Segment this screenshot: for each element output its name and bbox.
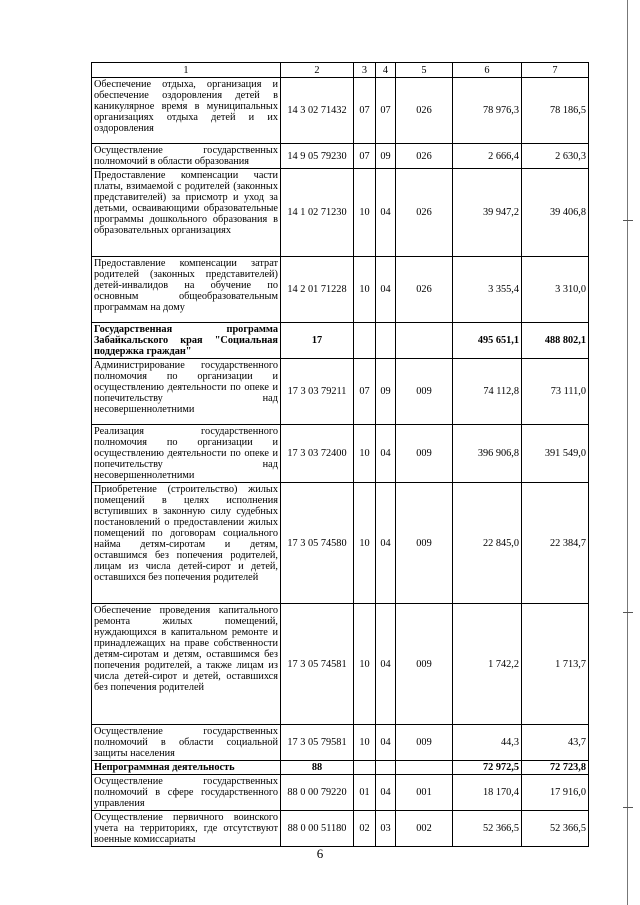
row-section: 10 (354, 483, 376, 604)
row-expense-type: 009 (396, 604, 453, 725)
row-code: 14 3 02 71432 (281, 78, 354, 144)
table-row (92, 323, 589, 359)
row-section: 01 (354, 775, 376, 811)
row-amount-year-1: 495 651,1 (453, 323, 522, 359)
row-expense-type: 026 (396, 169, 453, 257)
row-name: Приобретение (строительство) жилых помещений в целях исполнения вступивших в законную силу судебных постановлений о предоставлении жилых помещений по договорам социального найма детям-сиротам и детям, оставшимся без попечения родителей, лицам из числа детей-сирот и детей, оставшихся без попечения родителей (92, 483, 281, 604)
row-amount-year-2: 3 310,0 (522, 257, 589, 323)
row-subsection: 09 (376, 359, 396, 425)
row-name: Осуществление государственных полномочий в области социальной защиты населения (92, 725, 281, 761)
row-expense-type: 002 (396, 811, 453, 847)
budget-table (91, 62, 589, 847)
row-code: 14 1 02 71230 (281, 169, 354, 257)
row-amount-year-2: 17 916,0 (522, 775, 589, 811)
row-amount-year-2: 73 111,0 (522, 359, 589, 425)
row-amount-year-1: 1 742,2 (453, 604, 522, 725)
row-amount-year-2: 391 549,0 (522, 425, 589, 483)
row-section: 07 (354, 359, 376, 425)
row-amount-year-1: 18 170,4 (453, 775, 522, 811)
row-section: 07 (354, 78, 376, 144)
scan-mark (623, 807, 633, 808)
table-row (92, 811, 589, 847)
table-row (92, 425, 589, 483)
row-expense-type: 001 (396, 775, 453, 811)
scan-mark (623, 220, 633, 221)
row-name: Предоставление компенсации затрат родителей (законных представителей) детей-инвалидов на обучение по основным общеобразовательным программам на дому (92, 257, 281, 323)
row-subsection (376, 323, 396, 359)
row-code: 17 3 05 74580 (281, 483, 354, 604)
row-section (354, 761, 376, 775)
row-name: Реализация государственного полномочия по организации и осуществлению деятельности по опеке и попечительству над несовершеннолетними (92, 425, 281, 483)
table-row (92, 169, 589, 257)
row-name: Государственная программа Забайкальского края "Социальная поддержка граждан" (92, 323, 281, 359)
row-subsection: 04 (376, 775, 396, 811)
row-name: Осуществление государственных полномочий в сфере государственного управления (92, 775, 281, 811)
row-section: 10 (354, 169, 376, 257)
row-section (354, 323, 376, 359)
row-expense-type (396, 323, 453, 359)
row-amount-year-2: 2 630,3 (522, 144, 589, 169)
column-header: 2 (281, 63, 354, 78)
row-subsection: 04 (376, 257, 396, 323)
row-amount-year-2: 72 723,8 (522, 761, 589, 775)
row-amount-year-2: 488 802,1 (522, 323, 589, 359)
row-code: 14 9 05 79230 (281, 144, 354, 169)
row-subsection: 07 (376, 78, 396, 144)
row-code: 14 2 01 71228 (281, 257, 354, 323)
row-amount-year-1: 396 906,8 (453, 425, 522, 483)
column-header: 7 (522, 63, 589, 78)
row-expense-type (396, 761, 453, 775)
row-subsection (376, 761, 396, 775)
row-amount-year-1: 22 845,0 (453, 483, 522, 604)
table-row (92, 604, 589, 725)
table-row (92, 78, 589, 144)
row-amount-year-1: 3 355,4 (453, 257, 522, 323)
row-amount-year-1: 72 972,5 (453, 761, 522, 775)
row-amount-year-1: 2 666,4 (453, 144, 522, 169)
table-row (92, 483, 589, 604)
table-header-row (92, 63, 589, 78)
row-amount-year-2: 52 366,5 (522, 811, 589, 847)
row-section: 10 (354, 604, 376, 725)
row-section: 10 (354, 425, 376, 483)
row-subsection: 04 (376, 483, 396, 604)
table-row (92, 144, 589, 169)
row-subsection: 04 (376, 725, 396, 761)
row-expense-type: 009 (396, 483, 453, 604)
row-expense-type: 009 (396, 359, 453, 425)
row-code: 17 3 03 72400 (281, 425, 354, 483)
row-subsection: 09 (376, 144, 396, 169)
row-expense-type: 026 (396, 144, 453, 169)
column-header: 4 (376, 63, 396, 78)
row-section: 07 (354, 144, 376, 169)
column-header: 6 (453, 63, 522, 78)
row-section: 10 (354, 257, 376, 323)
row-amount-year-2: 78 186,5 (522, 78, 589, 144)
row-expense-type: 009 (396, 425, 453, 483)
row-amount-year-1: 44,3 (453, 725, 522, 761)
row-name: Обеспечение проведения капитального ремонта жилых помещений, нуждающихся в капитальном ремонте и принадлежащих на праве собственности детям-сиротам и детям, оставшимся без попечения родителей, а также лицам из числа детей-сирот и детей, оставшихся без попечения родителей (92, 604, 281, 725)
row-subsection: 04 (376, 604, 396, 725)
table-row (92, 257, 589, 323)
scan-edge-line (627, 0, 628, 905)
row-subsection: 04 (376, 425, 396, 483)
table-row (92, 761, 589, 775)
scan-mark (623, 612, 633, 613)
row-expense-type: 026 (396, 78, 453, 144)
table-row (92, 359, 589, 425)
row-code: 17 3 05 79581 (281, 725, 354, 761)
row-amount-year-2: 1 713,7 (522, 604, 589, 725)
row-name: Обеспечение отдыха, организация и обеспечение оздоровления детей в каникулярное время в муниципальных организациях отдыха детей и их оздоровления (92, 78, 281, 144)
page-number: 6 (316, 846, 324, 861)
row-code: 88 0 00 79220 (281, 775, 354, 811)
row-code: 88 (281, 761, 354, 775)
column-header: 5 (396, 63, 453, 78)
row-expense-type: 026 (396, 257, 453, 323)
row-subsection: 03 (376, 811, 396, 847)
row-amount-year-1: 52 366,5 (453, 811, 522, 847)
column-header: 3 (354, 63, 376, 78)
row-name: Предоставление компенсации части платы, взимаемой с родителей (законных представителей) за присмотр и уход за детьми, осваивающими образовательные программы дошкольного образования в образовательных организациях (92, 169, 281, 257)
row-code: 88 0 00 51180 (281, 811, 354, 847)
row-amount-year-2: 43,7 (522, 725, 589, 761)
row-name: Непрограммная деятельность (92, 761, 281, 775)
row-name: Администрирование государственного полномочия по организации и осуществлению деятельности по опеке и попечительству над несовершеннолетними (92, 359, 281, 425)
row-subsection: 04 (376, 169, 396, 257)
row-code: 17 3 03 79211 (281, 359, 354, 425)
row-amount-year-1: 74 112,8 (453, 359, 522, 425)
row-amount-year-2: 39 406,8 (522, 169, 589, 257)
row-name: Осуществление государственных полномочий в области образования (92, 144, 281, 169)
row-amount-year-2: 22 384,7 (522, 483, 589, 604)
row-code: 17 3 05 74581 (281, 604, 354, 725)
row-section: 10 (354, 725, 376, 761)
row-section: 02 (354, 811, 376, 847)
row-expense-type: 009 (396, 725, 453, 761)
table-row (92, 775, 589, 811)
table-row (92, 725, 589, 761)
row-amount-year-1: 39 947,2 (453, 169, 522, 257)
row-code: 17 (281, 323, 354, 359)
row-amount-year-1: 78 976,3 (453, 78, 522, 144)
column-header: 1 (92, 63, 281, 78)
row-name: Осуществление первичного воинского учета на территориях, где отсутствуют военные комиссариаты (92, 811, 281, 847)
